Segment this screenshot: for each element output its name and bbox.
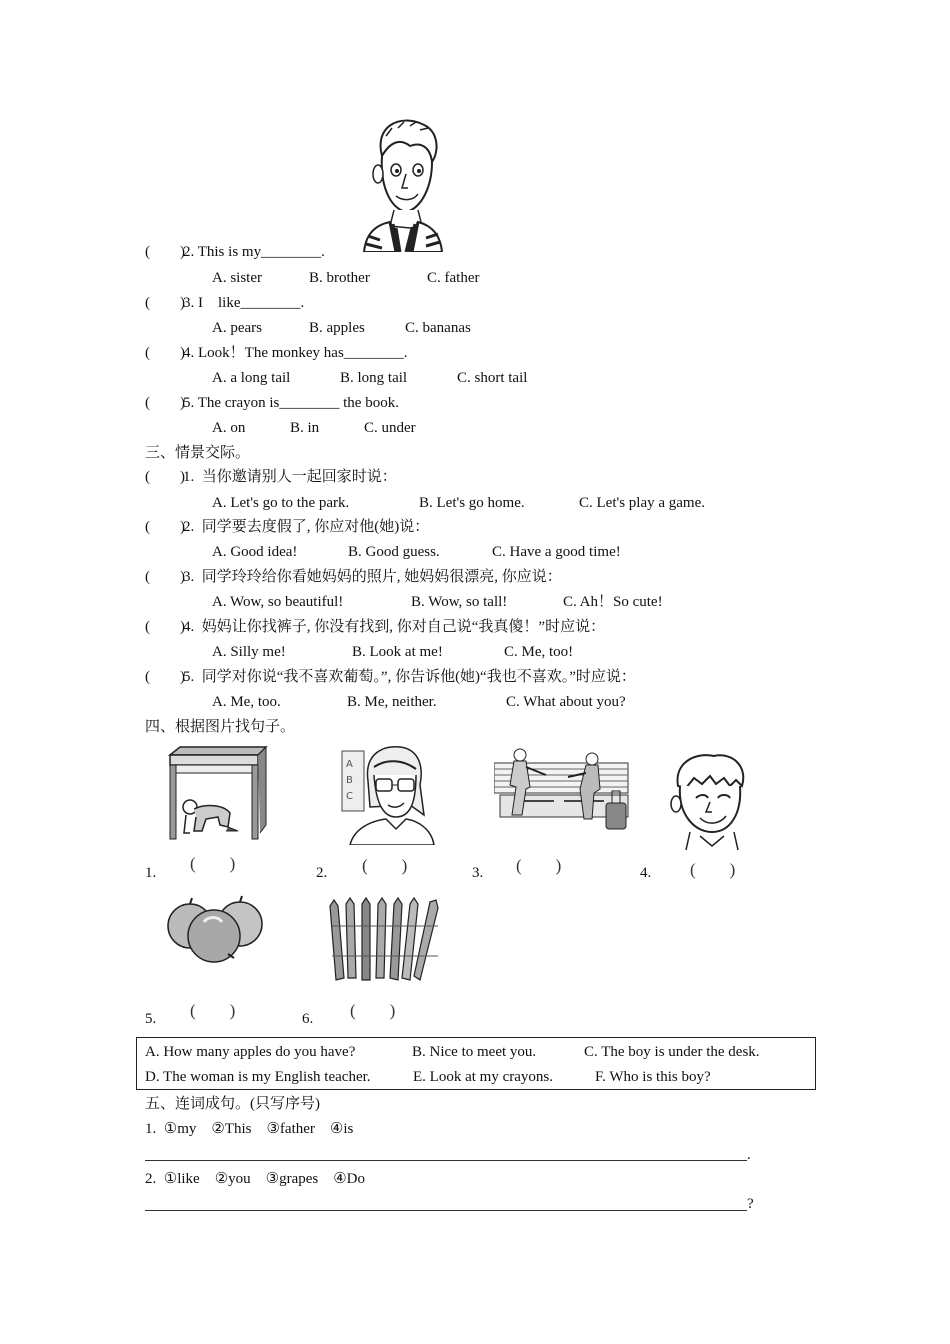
s3-q5-option-b[interactable]: B. Me, neither. (347, 694, 437, 710)
q3-option-c[interactable]: C. bananas (405, 320, 471, 336)
q2-option-c[interactable]: C. father (427, 270, 480, 286)
s3-q1-option-a[interactable]: A. Let's go to the park. (212, 495, 350, 511)
s5-q2-question-mark: ? (747, 1196, 754, 1212)
s5-q1-answer-line[interactable] (145, 1160, 747, 1161)
q4-paren[interactable]: ( ) (145, 345, 185, 361)
pic-number-1: 1. (145, 865, 157, 881)
svg-text:C: C (346, 791, 353, 802)
q2-option-a[interactable]: A. sister (212, 270, 262, 286)
pic-2-answer-paren[interactable]: ( ) (362, 856, 408, 875)
s3-q5-paren[interactable]: ( ) (145, 669, 185, 685)
s3-q4-option-a[interactable]: A. Silly me! (212, 644, 286, 660)
s3-q3-option-c[interactable]: C. Ah！So cute! (563, 594, 663, 610)
s3-q3-stem: 3. 同学玲玲给你看她妈妈的照片, 她妈妈很漂亮, 你应说： (183, 569, 562, 585)
boy-under-desk-image (166, 745, 270, 841)
s3-q3-paren[interactable]: ( ) (145, 569, 185, 585)
s5-q1-period: . (747, 1147, 751, 1163)
svg-text:A: A (346, 759, 353, 770)
q5-paren[interactable]: ( ) (145, 395, 185, 411)
svg-text:B: B (346, 775, 353, 786)
section-5-title: 五、连词成句。(只写序号) (145, 1096, 320, 1112)
boy-face-image (666, 752, 752, 850)
s3-q5-stem: 5. 同学对你说“我不喜欢葡萄。”, 你告诉他(她)“我也不喜欢。”时应说： (183, 669, 636, 685)
sentence-a: A. How many apples do you have? (145, 1044, 356, 1060)
pic-number-5: 5. (145, 1011, 157, 1027)
s3-q2-option-a[interactable]: A. Good idea! (212, 544, 298, 560)
q5-option-c[interactable]: C. under (364, 420, 416, 436)
q3-stem: 3. I like________. (183, 295, 305, 311)
s3-q4-option-c[interactable]: C. Me, too! (504, 644, 574, 660)
pic-3-answer-paren[interactable]: ( ) (516, 856, 562, 875)
section-4-title: 四、根据图片找句子。 (145, 719, 296, 735)
sentence-d: D. The woman is my English teacher. (145, 1069, 371, 1085)
q5-stem: 5. The crayon is________ the book. (183, 395, 399, 411)
q5-option-a[interactable]: A. on (212, 420, 246, 436)
section-3-title: 三、情景交际。 (145, 445, 251, 461)
pic-5-answer-paren[interactable]: ( ) (190, 1001, 236, 1020)
q2-stem: 2. This is my________. (183, 244, 325, 260)
s3-q2-paren[interactable]: ( ) (145, 519, 185, 535)
pic-6-answer-paren[interactable]: ( ) (350, 1001, 396, 1020)
s3-q5-option-c[interactable]: C. What about you? (506, 694, 626, 710)
q2-option-b[interactable]: B. brother (309, 270, 370, 286)
q3-paren[interactable]: ( ) (145, 295, 185, 311)
q4-option-b[interactable]: B. long tail (340, 370, 408, 386)
crayons-image (326, 896, 446, 984)
s3-q2-option-c[interactable]: C. Have a good time! (492, 544, 621, 560)
q3-option-a[interactable]: A. pears (212, 320, 262, 336)
s3-q4-paren[interactable]: ( ) (145, 619, 185, 635)
q4-stem: 4. Look！The monkey has________. (183, 345, 408, 361)
sentence-c: C. The boy is under the desk. (584, 1044, 760, 1060)
pic-1-answer-paren[interactable]: ( ) (190, 854, 236, 873)
sentence-f: F. Who is this boy? (595, 1069, 711, 1085)
apples-image (164, 892, 264, 964)
s3-q1-paren[interactable]: ( ) (145, 469, 185, 485)
pic-number-6: 6. (302, 1011, 314, 1027)
pic-number-2: 2. (316, 865, 328, 881)
sentence-b: B. Nice to meet you. (412, 1044, 537, 1060)
sentence-e: E. Look at my crayons. (413, 1069, 553, 1085)
meeting-travelers-image (494, 745, 634, 831)
s3-q3-option-b[interactable]: B. Wow, so tall! (411, 594, 508, 610)
s5-q2-answer-line[interactable] (145, 1210, 747, 1211)
s5-q2-words: 2. ①like ②you ③grapes ④Do (145, 1171, 366, 1187)
s3-q4-stem: 4. 妈妈让你找裤子, 你没有找到, 你对自己说“我真傻！”时应说： (183, 619, 606, 635)
boy-portrait-image (360, 116, 446, 252)
s3-q1-stem: 1. 当你邀请别人一起回家时说： (183, 469, 397, 485)
pic-number-4: 4. (640, 865, 652, 881)
pic-4-answer-paren[interactable]: ( ) (690, 860, 736, 879)
q4-option-a[interactable]: A. a long tail (212, 370, 291, 386)
pic-number-3: 3. (472, 865, 484, 881)
s3-q2-option-b[interactable]: B. Good guess. (348, 544, 440, 560)
s3-q1-option-c[interactable]: C. Let's play a game. (579, 495, 705, 511)
s5-q1-words: 1. ①my ②This ③father ④is (145, 1121, 354, 1137)
q2-paren[interactable]: ( ) (145, 244, 185, 260)
s3-q2-stem: 2. 同学要去度假了, 你应对他(她)说： (183, 519, 430, 535)
s3-q4-option-b[interactable]: B. Look at me! (352, 644, 443, 660)
q3-option-b[interactable]: B. apples (309, 320, 365, 336)
s3-q1-option-b[interactable]: B. Let's go home. (419, 495, 525, 511)
q5-option-b[interactable]: B. in (290, 420, 320, 436)
s3-q3-option-a[interactable]: A. Wow, so beautiful! (212, 594, 344, 610)
q4-option-c[interactable]: C. short tail (457, 370, 528, 386)
s3-q5-option-a[interactable]: A. Me, too. (212, 694, 281, 710)
woman-teacher-image (340, 745, 436, 845)
